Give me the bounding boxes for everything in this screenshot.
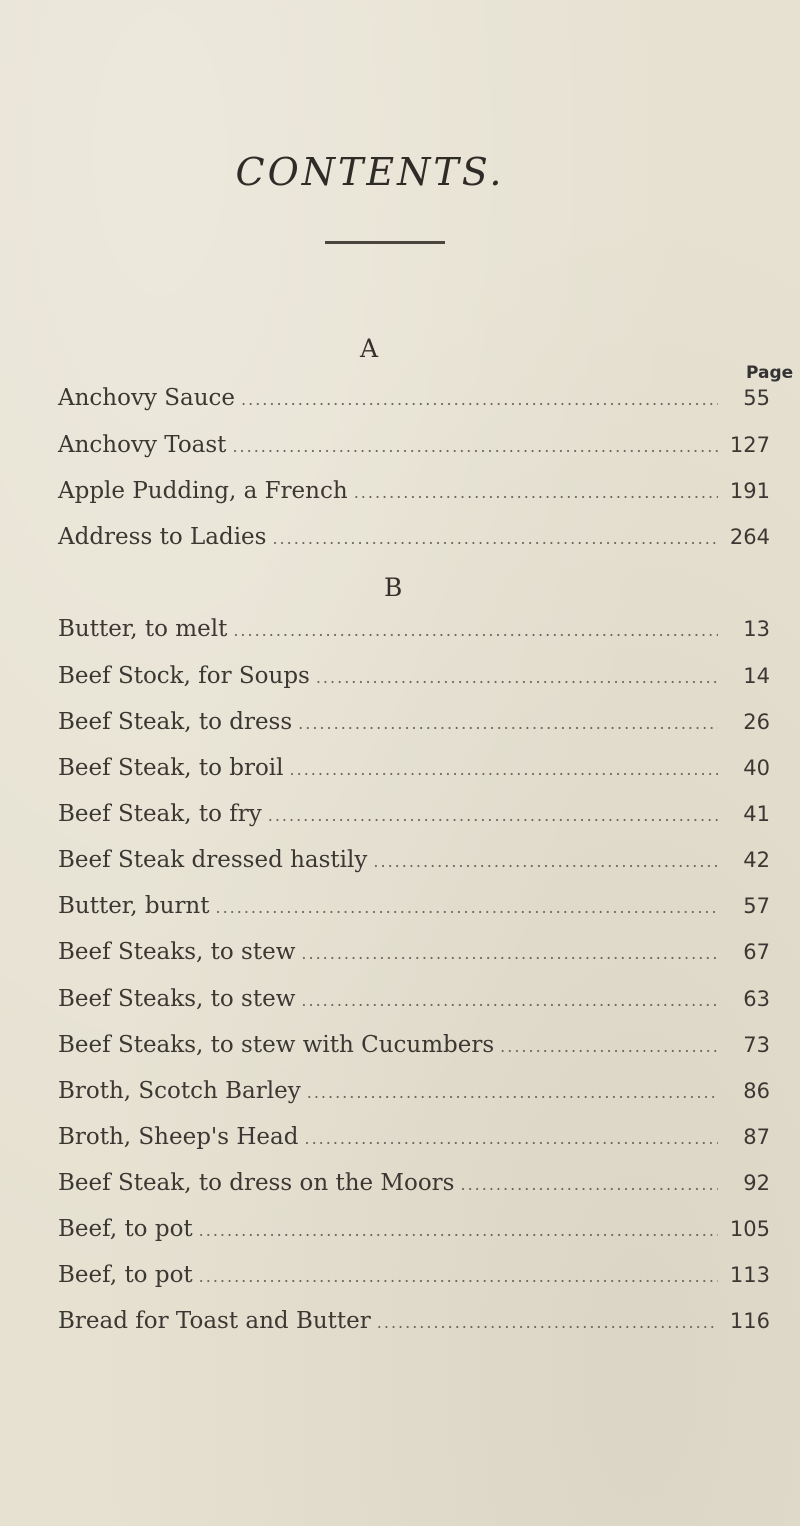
entry-name: Beef Steak, to broil [58,755,284,781]
contents-entry [58,986,770,1026]
contents-entry [58,1124,770,1164]
contents-entry [58,1078,770,1118]
entry-name: Broth, Sheep's Head [58,1124,299,1150]
contents-entry [58,616,770,656]
contents-entry [58,385,770,425]
entry-page: 26 [743,710,770,734]
page-title: CONTENTS. [235,150,505,194]
entry-name: Anchovy Toast [58,432,227,458]
leader-dots [233,621,718,640]
leader-dots [232,437,718,456]
entry-page: 92 [743,1171,770,1195]
leader-dots [241,390,718,409]
entry-page: 73 [743,1033,770,1057]
leader-dots [272,529,718,548]
entry-name: Beef, to pot [58,1216,193,1242]
leader-dots [216,898,719,917]
contents-entry [58,432,770,472]
entry-name: Address to Ladies [58,524,267,550]
entry-page: 116 [729,1309,770,1333]
entry-name: Broth, Scotch Barley [58,1078,301,1104]
leader-dots [307,1083,718,1102]
contents-entry [58,801,770,841]
section-letter-b: B [384,573,403,602]
entry-page: 40 [743,756,770,780]
entry-page: 113 [729,1263,770,1287]
leader-dots [354,483,718,502]
entry-page: 87 [743,1125,770,1149]
entry-page: 55 [743,386,770,410]
title-rule [325,241,445,244]
entry-page: 191 [729,479,770,503]
contents-entry [58,755,770,795]
leader-dots [460,1175,718,1194]
contents-entry [58,709,770,749]
entry-page: 57 [743,894,770,918]
entry-page: 264 [729,525,770,549]
leader-dots [301,944,718,963]
entry-name: Beef Stock, for Soups [58,663,310,689]
leader-dots [301,991,718,1010]
contents-entry [58,1032,770,1072]
section-letter-a: A [360,334,379,363]
contents-entry [58,939,770,979]
entry-name: Beef Steaks, to stew with Cucumbers [58,1032,495,1058]
entry-page: 41 [743,802,770,826]
contents-entry [58,1170,770,1210]
entry-name: Anchovy Sauce [58,385,236,411]
entry-name: Butter, to melt [58,616,228,642]
entry-page: 127 [729,433,770,457]
leader-dots [373,852,718,871]
contents-entry [58,893,770,933]
leader-dots [316,668,718,687]
leader-dots [199,1221,718,1240]
entry-page: 67 [743,940,770,964]
entry-page: 86 [743,1079,770,1103]
contents-entry [58,1216,770,1256]
contents-entry [58,663,770,703]
contents-entry [58,478,770,518]
leader-dots [290,760,718,779]
entry-page: 42 [743,848,770,872]
contents-entry [58,847,770,887]
entry-page: 105 [729,1217,770,1241]
leader-dots [304,1129,718,1148]
entry-name: Apple Pudding, a French [58,478,348,504]
entry-name: Beef Steak, to fry [58,801,262,827]
page-column-header: Page [746,363,794,383]
contents-entry [58,1262,770,1302]
entry-page: 63 [743,987,770,1011]
entry-name: Beef Steak dressed hastily [58,847,368,873]
entry-name: Butter, burnt [58,893,210,919]
leader-dots [500,1037,718,1056]
leader-dots [268,806,718,825]
entry-name: Beef, to pot [58,1262,193,1288]
entry-name: Bread for Toast and Butter [58,1308,371,1334]
entry-page: 13 [743,617,770,641]
entry-name: Beef Steaks, to stew [58,986,296,1012]
entry-name: Beef Steak, to dress on the Moors [58,1170,455,1196]
leader-dots [199,1267,718,1286]
leader-dots [377,1313,718,1332]
contents-entry [58,524,770,564]
leader-dots [298,714,718,733]
contents-entry [58,1308,770,1348]
entry-name: Beef Steak, to dress [58,709,293,735]
entry-page: 14 [743,664,770,688]
entry-name: Beef Steaks, to stew [58,939,296,965]
